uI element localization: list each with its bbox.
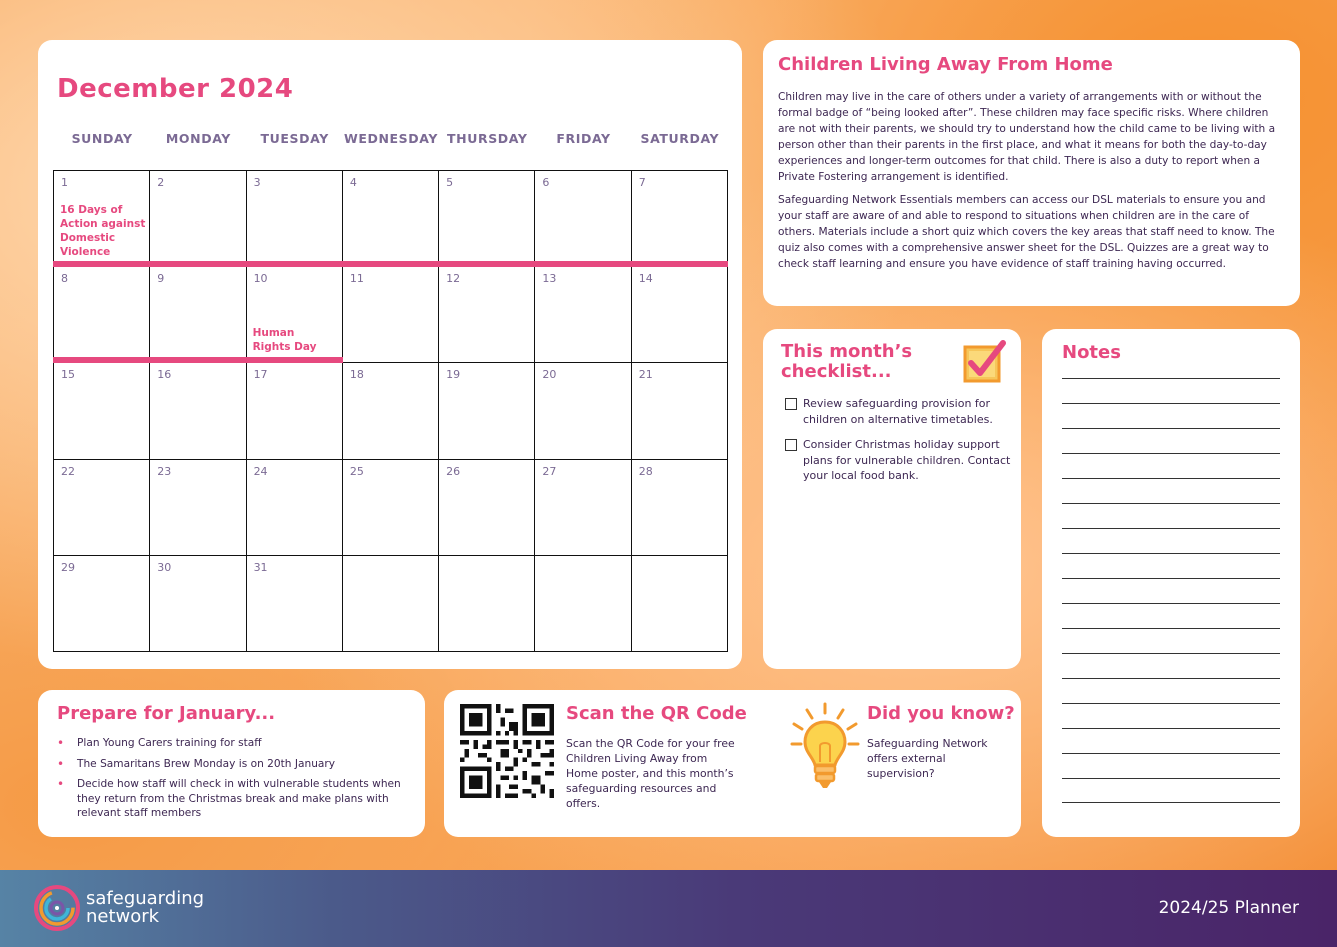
note-line [1062,528,1280,529]
day-number: 12 [446,272,461,286]
day-number: 7 [638,176,646,189]
note-line [1062,578,1280,579]
day-cell [54,171,150,267]
note-line [1062,378,1280,379]
prepare-list [57,736,406,821]
day-cell [247,556,343,652]
safeguarding-logo [34,885,80,931]
day-cell [535,460,631,556]
calendar-title: December 2024 [57,74,294,104]
article-title: Children Living Away From Home [778,54,1113,75]
day-number: 16 [157,368,172,382]
day-number: 27 [542,464,557,478]
note-line [1062,428,1280,429]
day-cell [247,171,343,267]
day-number: 8 [61,272,68,286]
list-item: • The Samaritans Brew Monday is on 20th January [57,757,406,772]
day-cell [54,460,150,556]
day-cell [343,267,439,363]
day-cell [150,460,246,556]
event-span-bar [53,261,728,267]
day-number: 18 [349,368,364,382]
weekday-header: SATURDAY [640,131,720,146]
did-you-know-title: Did you know? [867,703,1015,724]
day-cell [150,556,246,652]
day-number: 5 [446,176,454,189]
list-item: • Plan Young Carers training for staff [57,736,406,751]
checklist-checkbox[interactable] [785,439,797,451]
checklist-checkbox[interactable] [785,398,797,410]
prepare-title: Prepare for January... [57,703,276,724]
day-number: 19 [446,368,461,382]
day-cell [247,460,343,556]
day-number: 30 [157,560,172,574]
weekday-header: TUESDAY [260,131,329,146]
day-number: 17 [253,368,268,382]
qr-card [444,690,1021,837]
day-number: 2 [157,176,165,189]
day-cell [632,267,728,363]
note-line [1062,603,1280,604]
day-number: 20 [542,368,557,382]
did-you-know-text: Safeguarding Network offers external supervision? [867,737,988,780]
day-cell [343,460,439,556]
day-cell [343,171,439,267]
day-cell [150,267,246,363]
checklist-item-text: Consider Christmas holiday support plans for vulnerable children. Contact your local food bank. [803,438,1011,482]
day-cell [54,267,150,363]
day-number: 23 [157,464,172,478]
weekday-headers [54,131,728,146]
day-number: 15 [61,368,75,382]
day-cell [439,460,535,556]
planner-label: 2024/25 Planner [1158,898,1299,918]
qr-code[interactable] [460,704,554,798]
article-paragraph: Children may live in the care of others under a variety of arrangements with or without the formal badge of “being looked after”. These children may face specific risks. Where children are not with their parents, we should try to understand how the child came to be living with a person other than their parents in the first place, and what it means for both the day-to-day experiences and longer-term outcomes for that child. There is also a duty to report when a Private Fostering arrangement is identified. [778,91,1276,183]
day-cell-empty [535,556,631,652]
day-cell [632,363,728,459]
brand-name [86,890,204,926]
weekday-header: SUNDAY [71,131,133,146]
weekday-header: THURSDAY [447,131,528,146]
day-number: 28 [638,464,653,478]
day-cell-empty [343,556,439,652]
day-number: 3 [253,176,261,189]
note-line [1062,453,1280,454]
note-line [1062,653,1280,654]
day-cell-empty [632,556,728,652]
lightbulb-icon [790,702,860,798]
note-line [1062,703,1280,704]
note-line [1062,553,1280,554]
day-cell-empty [439,556,535,652]
day-cell [150,171,246,267]
checklist-item [785,437,1013,484]
day-number: 31 [253,560,268,574]
event-domestic-violence: 16 Days of Action against Domestic Violence [60,204,146,258]
day-cell [54,363,150,459]
prepare-card [38,690,425,837]
day-number: 14 [638,272,653,286]
day-number: 29 [61,560,75,574]
checkbox-tick-icon [959,337,1009,387]
checklist-card [763,329,1021,669]
day-cell [535,363,631,459]
qr-title: Scan the QR Code [566,703,747,724]
weekday-header: WEDNESDAY [343,131,438,146]
day-cell [247,267,343,363]
note-line [1062,778,1280,779]
day-cell [439,363,535,459]
day-number: 6 [542,176,550,189]
note-line [1062,503,1280,504]
day-number: 26 [446,464,461,478]
day-number: 9 [157,272,165,286]
calendar-card [38,40,742,669]
day-number: 1 [61,176,68,189]
note-line [1062,802,1280,803]
calendar-grid [53,170,728,652]
day-cell [439,267,535,363]
day-cell [247,363,343,459]
note-line [1062,478,1280,479]
weekday-header: FRIDAY [556,131,611,146]
day-number: 11 [349,272,364,286]
day-cell [439,171,535,267]
note-line [1062,728,1280,729]
checklist-item [785,396,1013,427]
brand-line: safeguarding [86,888,205,909]
notes-card [1042,329,1300,837]
article-card [763,40,1300,306]
day-cell [150,363,246,459]
event-span-bar [53,357,343,363]
article-paragraph: Safeguarding Network Essentials members can access our DSL materials to ensure you and your staff are aware of and able to respond to situations when children are in the care of others. Materials include a short quiz which covers the key areas that staff need to know. The quiz also comes with a comprehensive answer sheet for the DSL. Quizzes are a great way to check staff learning and ensure you have evidence of staff training having occurred. [778,194,1275,270]
day-number: 4 [349,176,357,189]
note-line [1062,403,1280,404]
notes-title: Notes [1062,342,1121,363]
weekday-header: MONDAY [165,131,231,146]
checklist-title [781,342,912,382]
note-line [1062,753,1280,754]
day-number: 25 [349,464,364,478]
day-cell [54,556,150,652]
checklist-title-line: checklist... [781,361,892,382]
qr-description: Scan the QR Code for your free Children Living Away from Home poster, and this month’s safeguarding resources and offers. [566,737,735,810]
checklist-title-line: This month’s [781,341,913,362]
checklist-item-text: Review safeguarding provision for children on alternative timetables. [803,397,993,426]
day-cell [632,460,728,556]
note-line [1062,628,1280,629]
day-number: 13 [542,272,557,286]
day-cell [535,171,631,267]
day-cell [632,171,728,267]
day-number: 10 [253,272,268,286]
footer-bar [0,870,1337,947]
list-item: • Decide how staff will check in with vulnerable students when they return from the Christmas break and make plans with relevant staff members [57,777,406,821]
note-line [1062,678,1280,679]
brand-line: network [86,906,160,927]
day-number: 21 [638,368,653,382]
day-cell [535,267,631,363]
day-number: 24 [253,464,268,478]
day-number: 22 [61,464,75,478]
day-cell [343,363,439,459]
event-human-rights-day: Human Rights Day [252,327,317,354]
